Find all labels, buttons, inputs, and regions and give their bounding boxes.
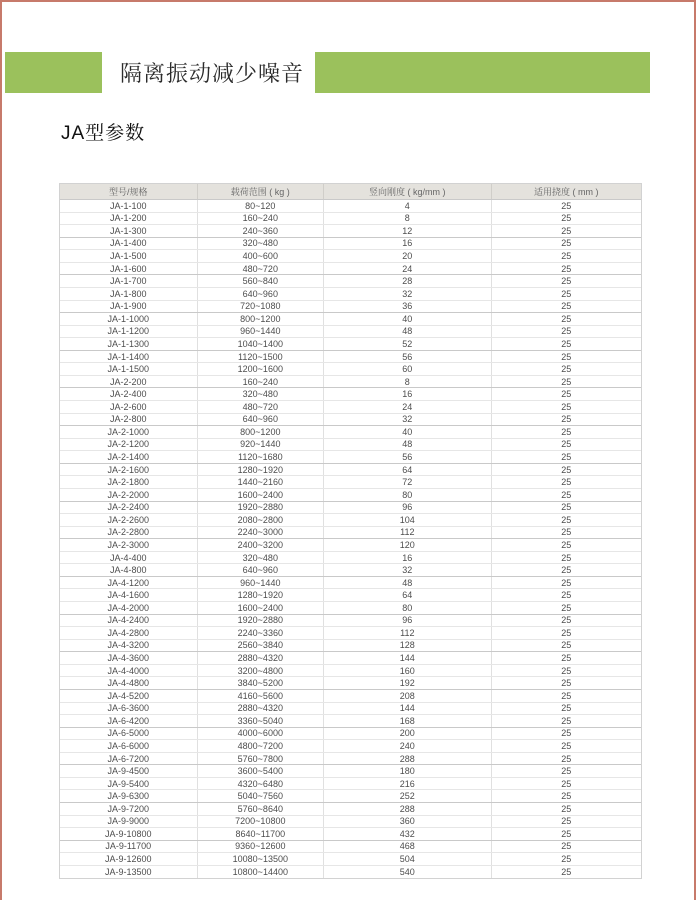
table-cell: 168 [324, 715, 491, 727]
table-row [60, 476, 641, 489]
table-cell: 25 [561, 715, 572, 726]
table-cell: 4 [324, 200, 491, 212]
table-cell: 36 [324, 301, 491, 313]
table-cell: JA-1-300 [60, 225, 198, 237]
table-cell: 1280~1920 [198, 589, 325, 601]
table-cell: JA-4-2400 [60, 615, 198, 627]
table-row [60, 627, 641, 640]
table-cell: 1600~2400 [198, 602, 325, 614]
table-cell: JA-6-3600 [60, 703, 198, 715]
column-header: 竖向刚度 ( kg/mm ) [324, 184, 491, 199]
table-cell: 2560~3840 [198, 640, 325, 652]
table-cell: 25 [561, 539, 572, 550]
table-cell: JA-6-6000 [60, 740, 198, 752]
table-cell: 25 [561, 213, 572, 224]
table-cell: 25 [561, 288, 572, 299]
table-cell: 504 [324, 853, 491, 865]
table-cell: 32 [324, 288, 491, 300]
table-cell: 240 [324, 740, 491, 752]
table-cell: JA-9-11700 [60, 841, 198, 853]
table-cell: 216 [324, 778, 491, 790]
table-cell: 2880~4320 [198, 703, 325, 715]
table-row [60, 301, 641, 314]
table-cell: 208 [324, 690, 491, 702]
table-row [60, 414, 641, 427]
table-row [60, 866, 641, 879]
table-row [60, 238, 641, 251]
table-cell: 25 [561, 690, 572, 701]
table-cell: JA-2-3000 [60, 539, 198, 551]
table-cell: JA-1-800 [60, 288, 198, 300]
table-cell: 5040~7560 [198, 790, 325, 802]
table-cell: JA-4-2800 [60, 627, 198, 639]
table-row [60, 740, 641, 753]
banner-green-bar-left [5, 52, 102, 93]
table-row [60, 351, 641, 364]
section-title: JA型参数 [61, 123, 146, 144]
table-cell: 25 [561, 753, 572, 764]
table-cell: 25 [561, 502, 572, 513]
table-cell: 25 [561, 653, 572, 664]
table-cell: JA-4-2000 [60, 602, 198, 614]
table-cell: 920~1440 [198, 439, 325, 451]
table-header-row [60, 184, 641, 200]
table-cell: 25 [561, 590, 572, 601]
table-cell: 10800~14400 [198, 866, 325, 879]
table-cell: 25 [561, 703, 572, 714]
table-cell: 8 [324, 213, 491, 225]
table-cell: JA-2-1800 [60, 476, 198, 488]
table-cell: JA-2-800 [60, 414, 198, 426]
table-cell: 28 [324, 275, 491, 287]
table-row [60, 275, 641, 288]
table-row [60, 728, 641, 741]
table-row [60, 778, 641, 791]
table-cell: JA-1-900 [60, 301, 198, 313]
table-cell: 288 [324, 753, 491, 765]
table-cell: 25 [561, 602, 572, 613]
table-cell: JA-4-3200 [60, 640, 198, 652]
table-cell: 468 [324, 841, 491, 853]
table-cell: JA-4-800 [60, 564, 198, 576]
table-cell: JA-1-100 [60, 200, 198, 212]
table-cell: 24 [324, 263, 491, 275]
table-row [60, 489, 641, 502]
table-cell: JA-9-9000 [60, 816, 198, 828]
table-row [60, 514, 641, 527]
table-row [60, 502, 641, 515]
table-cell: 80 [324, 602, 491, 614]
table-cell: JA-4-4800 [60, 677, 198, 689]
table-row [60, 589, 641, 602]
table-cell: 9360~12600 [198, 841, 325, 853]
table-row [60, 464, 641, 477]
table-cell: 25 [561, 841, 572, 852]
table-cell: 25 [561, 351, 572, 362]
table-cell: 144 [324, 703, 491, 715]
table-cell: 56 [324, 451, 491, 463]
table-cell: 640~960 [198, 564, 325, 576]
table-row [60, 539, 641, 552]
table-cell: 80 [324, 489, 491, 501]
column-header: 型号/规格 [60, 184, 198, 199]
table-cell: 7200~10800 [198, 816, 325, 828]
table-row [60, 338, 641, 351]
table-cell: JA-4-3600 [60, 652, 198, 664]
table-cell: 160 [324, 665, 491, 677]
table-cell: 320~480 [198, 238, 325, 250]
table-cell: JA-1-1000 [60, 313, 198, 325]
table-cell: JA-1-700 [60, 275, 198, 287]
table-cell: 8640~11700 [198, 828, 325, 840]
table-cell: 16 [324, 238, 491, 250]
table-cell: 720~1080 [198, 301, 325, 313]
table-cell: 480~720 [198, 263, 325, 275]
table-cell: 3360~5040 [198, 715, 325, 727]
table-cell: 5760~7800 [198, 753, 325, 765]
table-row [60, 388, 641, 401]
table-cell: 25 [561, 338, 572, 349]
table-cell: 25 [561, 414, 572, 425]
table-cell: 25 [561, 200, 572, 211]
table-cell: 640~960 [198, 288, 325, 300]
table-cell: 112 [324, 627, 491, 639]
table-cell: 25 [561, 577, 572, 588]
table-row [60, 828, 641, 841]
table-cell: 25 [561, 854, 572, 865]
table-cell: 48 [324, 439, 491, 451]
table-cell: JA-2-200 [60, 376, 198, 388]
table-cell: 25 [561, 364, 572, 375]
table-cell: 56 [324, 351, 491, 363]
table-cell: 25 [561, 640, 572, 651]
table-cell: 560~840 [198, 275, 325, 287]
table-cell: JA-9-10800 [60, 828, 198, 840]
table-cell: 25 [561, 552, 572, 563]
table-cell: 1120~1680 [198, 451, 325, 463]
table-cell: 16 [324, 552, 491, 564]
banner-title: 隔离振动减少噪音 [120, 61, 305, 86]
table-row [60, 363, 641, 376]
table-row [60, 200, 641, 213]
table-cell: 25 [561, 766, 572, 777]
table-row [60, 765, 641, 778]
table-cell: 2400~3200 [198, 539, 325, 551]
header-banner [2, 52, 694, 93]
table-row [60, 250, 641, 263]
table-row [60, 703, 641, 716]
table-cell: 400~600 [198, 250, 325, 262]
table-cell: JA-9-6300 [60, 790, 198, 802]
table-row [60, 401, 641, 414]
table-cell: 20 [324, 250, 491, 262]
table-cell: 3840~5200 [198, 677, 325, 689]
table-cell: JA-1-1500 [60, 363, 198, 375]
table-cell: 25 [561, 740, 572, 751]
table-cell: 25 [561, 828, 572, 839]
table-cell: 128 [324, 640, 491, 652]
table-row [60, 677, 641, 690]
table-row [60, 577, 641, 590]
table-cell: JA-2-2000 [60, 489, 198, 501]
table-cell: JA-2-1400 [60, 451, 198, 463]
table-cell: 32 [324, 564, 491, 576]
table-cell: 25 [561, 401, 572, 412]
table-cell: 1280~1920 [198, 464, 325, 476]
table-cell: JA-2-600 [60, 401, 198, 413]
table-cell: JA-4-5200 [60, 690, 198, 702]
table-cell: 10080~13500 [198, 853, 325, 865]
table-cell: JA-1-200 [60, 213, 198, 225]
table-cell: 4000~6000 [198, 728, 325, 740]
table-cell: 25 [561, 728, 572, 739]
table-cell: 40 [324, 426, 491, 438]
table-cell: 25 [561, 426, 572, 437]
table-row [60, 313, 641, 326]
table-cell: 540 [324, 866, 491, 879]
table-row [60, 690, 641, 703]
table-cell: 25 [561, 313, 572, 324]
table-cell: JA-6-5000 [60, 728, 198, 740]
table-cell: 25 [561, 251, 572, 262]
table-cell: 192 [324, 677, 491, 689]
table-cell: JA-4-4000 [60, 665, 198, 677]
table-cell: 104 [324, 514, 491, 526]
table-row [60, 841, 641, 854]
table-cell: JA-9-12600 [60, 853, 198, 865]
table-cell: 48 [324, 326, 491, 338]
table-cell: 800~1200 [198, 313, 325, 325]
table-cell: 25 [561, 389, 572, 400]
table-cell: 200 [324, 728, 491, 740]
table-row [60, 225, 641, 238]
table-cell: 2240~3360 [198, 627, 325, 639]
table-row [60, 527, 641, 540]
table-row [60, 803, 641, 816]
table-cell: JA-6-7200 [60, 753, 198, 765]
table-cell: 25 [561, 326, 572, 337]
table-cell: 320~480 [198, 388, 325, 400]
table-cell: 432 [324, 828, 491, 840]
table-row [60, 326, 641, 339]
table-row [60, 552, 641, 565]
table-cell: 25 [561, 803, 572, 814]
table-cell: 25 [561, 477, 572, 488]
table-cell: JA-1-1300 [60, 338, 198, 350]
table-cell: 25 [561, 678, 572, 689]
table-cell: 25 [561, 376, 572, 387]
table-cell: 640~960 [198, 414, 325, 426]
table-row [60, 426, 641, 439]
table-cell: 25 [561, 565, 572, 576]
table-cell: 1920~2880 [198, 502, 325, 514]
column-header: 适用挠度 ( mm ) [534, 187, 599, 197]
table-cell: 25 [561, 816, 572, 827]
table-cell: 8 [324, 376, 491, 388]
table-cell: 144 [324, 652, 491, 664]
table-cell: JA-1-500 [60, 250, 198, 262]
table-cell: JA-6-4200 [60, 715, 198, 727]
table-row [60, 665, 641, 678]
table-row [60, 753, 641, 766]
table-cell: 480~720 [198, 401, 325, 413]
table-cell: 160~240 [198, 213, 325, 225]
table-cell: JA-1-600 [60, 263, 198, 275]
table-cell: 64 [324, 589, 491, 601]
table-cell: 1200~1600 [198, 363, 325, 375]
table-cell: 12 [324, 225, 491, 237]
table-row [60, 288, 641, 301]
table-row [60, 615, 641, 628]
table-cell: JA-1-1400 [60, 351, 198, 363]
table-cell: 25 [561, 665, 572, 676]
table-cell: 24 [324, 401, 491, 413]
table-cell: 25 [561, 489, 572, 500]
table-cell: 360 [324, 816, 491, 828]
table-cell: 1440~2160 [198, 476, 325, 488]
table-cell: 1120~1500 [198, 351, 325, 363]
table-row [60, 652, 641, 665]
table-cell: 96 [324, 615, 491, 627]
table-cell: 25 [561, 627, 572, 638]
table-cell: 25 [561, 514, 572, 525]
table-cell: 25 [561, 778, 572, 789]
table-cell: 72 [324, 476, 491, 488]
table-cell: 64 [324, 464, 491, 476]
table-cell: 25 [561, 238, 572, 249]
table-row [60, 640, 641, 653]
table-row [60, 790, 641, 803]
table-row [60, 213, 641, 226]
table-cell: 240~360 [198, 225, 325, 237]
table-cell: 1040~1400 [198, 338, 325, 350]
table-cell: 25 [561, 263, 572, 274]
table-cell: JA-9-13500 [60, 866, 198, 879]
table-cell: JA-1-400 [60, 238, 198, 250]
table-row [60, 564, 641, 577]
table-cell: 2240~3000 [198, 527, 325, 539]
table-cell: 96 [324, 502, 491, 514]
table-cell: 60 [324, 363, 491, 375]
table-cell: 320~480 [198, 552, 325, 564]
table-cell: JA-1-1200 [60, 326, 198, 338]
table-cell: 25 [561, 439, 572, 450]
table-cell: 48 [324, 577, 491, 589]
table-cell: 2080~2800 [198, 514, 325, 526]
table-cell: 252 [324, 790, 491, 802]
table-cell: JA-2-1000 [60, 426, 198, 438]
table-cell: JA-2-1600 [60, 464, 198, 476]
table-cell: 288 [324, 803, 491, 815]
table-row [60, 715, 641, 728]
table-cell: 1600~2400 [198, 489, 325, 501]
table-row [60, 853, 641, 866]
table-cell: JA-9-4500 [60, 765, 198, 777]
table-row [60, 439, 641, 452]
table-cell: JA-4-400 [60, 552, 198, 564]
column-header: 载荷范围 ( kg ) [198, 184, 325, 199]
table-cell: 32 [324, 414, 491, 426]
table-row [60, 816, 641, 829]
table-cell: JA-9-5400 [60, 778, 198, 790]
table-cell: 960~1440 [198, 326, 325, 338]
table-cell: 2880~4320 [198, 652, 325, 664]
table-cell: JA-2-400 [60, 388, 198, 400]
table-cell: 25 [561, 276, 572, 287]
banner-green-bar-right [315, 52, 650, 93]
table-cell: JA-2-2400 [60, 502, 198, 514]
table-cell: 5760~8640 [198, 803, 325, 815]
table-cell: 25 [561, 452, 572, 463]
table-cell: 16 [324, 388, 491, 400]
table-cell: 25 [561, 225, 572, 236]
table-cell: JA-4-1600 [60, 589, 198, 601]
table-row [60, 451, 641, 464]
table-cell: JA-2-1200 [60, 439, 198, 451]
table-cell: 1920~2880 [198, 615, 325, 627]
table-cell: 4160~5600 [198, 690, 325, 702]
table-cell: 25 [561, 464, 572, 475]
table-cell: 120 [324, 539, 491, 551]
table-cell: 112 [324, 527, 491, 539]
table-cell: 800~1200 [198, 426, 325, 438]
parameters-table [59, 183, 642, 879]
table-cell: 4320~6480 [198, 778, 325, 790]
table-row [60, 602, 641, 615]
table-body [60, 200, 641, 878]
table-row [60, 263, 641, 276]
table-cell: 40 [324, 313, 491, 325]
table-cell: JA-9-7200 [60, 803, 198, 815]
table-cell: JA-2-2800 [60, 527, 198, 539]
table-cell: JA-4-1200 [60, 577, 198, 589]
table-cell: 3200~4800 [198, 665, 325, 677]
table-cell: 25 [561, 527, 572, 538]
table-cell: 25 [561, 867, 572, 878]
table-cell: 80~120 [198, 200, 325, 212]
table-cell: 960~1440 [198, 577, 325, 589]
table-cell: 25 [561, 301, 572, 312]
table-cell: JA-2-2600 [60, 514, 198, 526]
table-cell: 4800~7200 [198, 740, 325, 752]
table-cell: 25 [561, 615, 572, 626]
table-cell: 160~240 [198, 376, 325, 388]
table-cell: 3600~5400 [198, 765, 325, 777]
table-cell: 180 [324, 765, 491, 777]
table-row [60, 376, 641, 389]
table-cell: 25 [561, 791, 572, 802]
table-cell: 52 [324, 338, 491, 350]
